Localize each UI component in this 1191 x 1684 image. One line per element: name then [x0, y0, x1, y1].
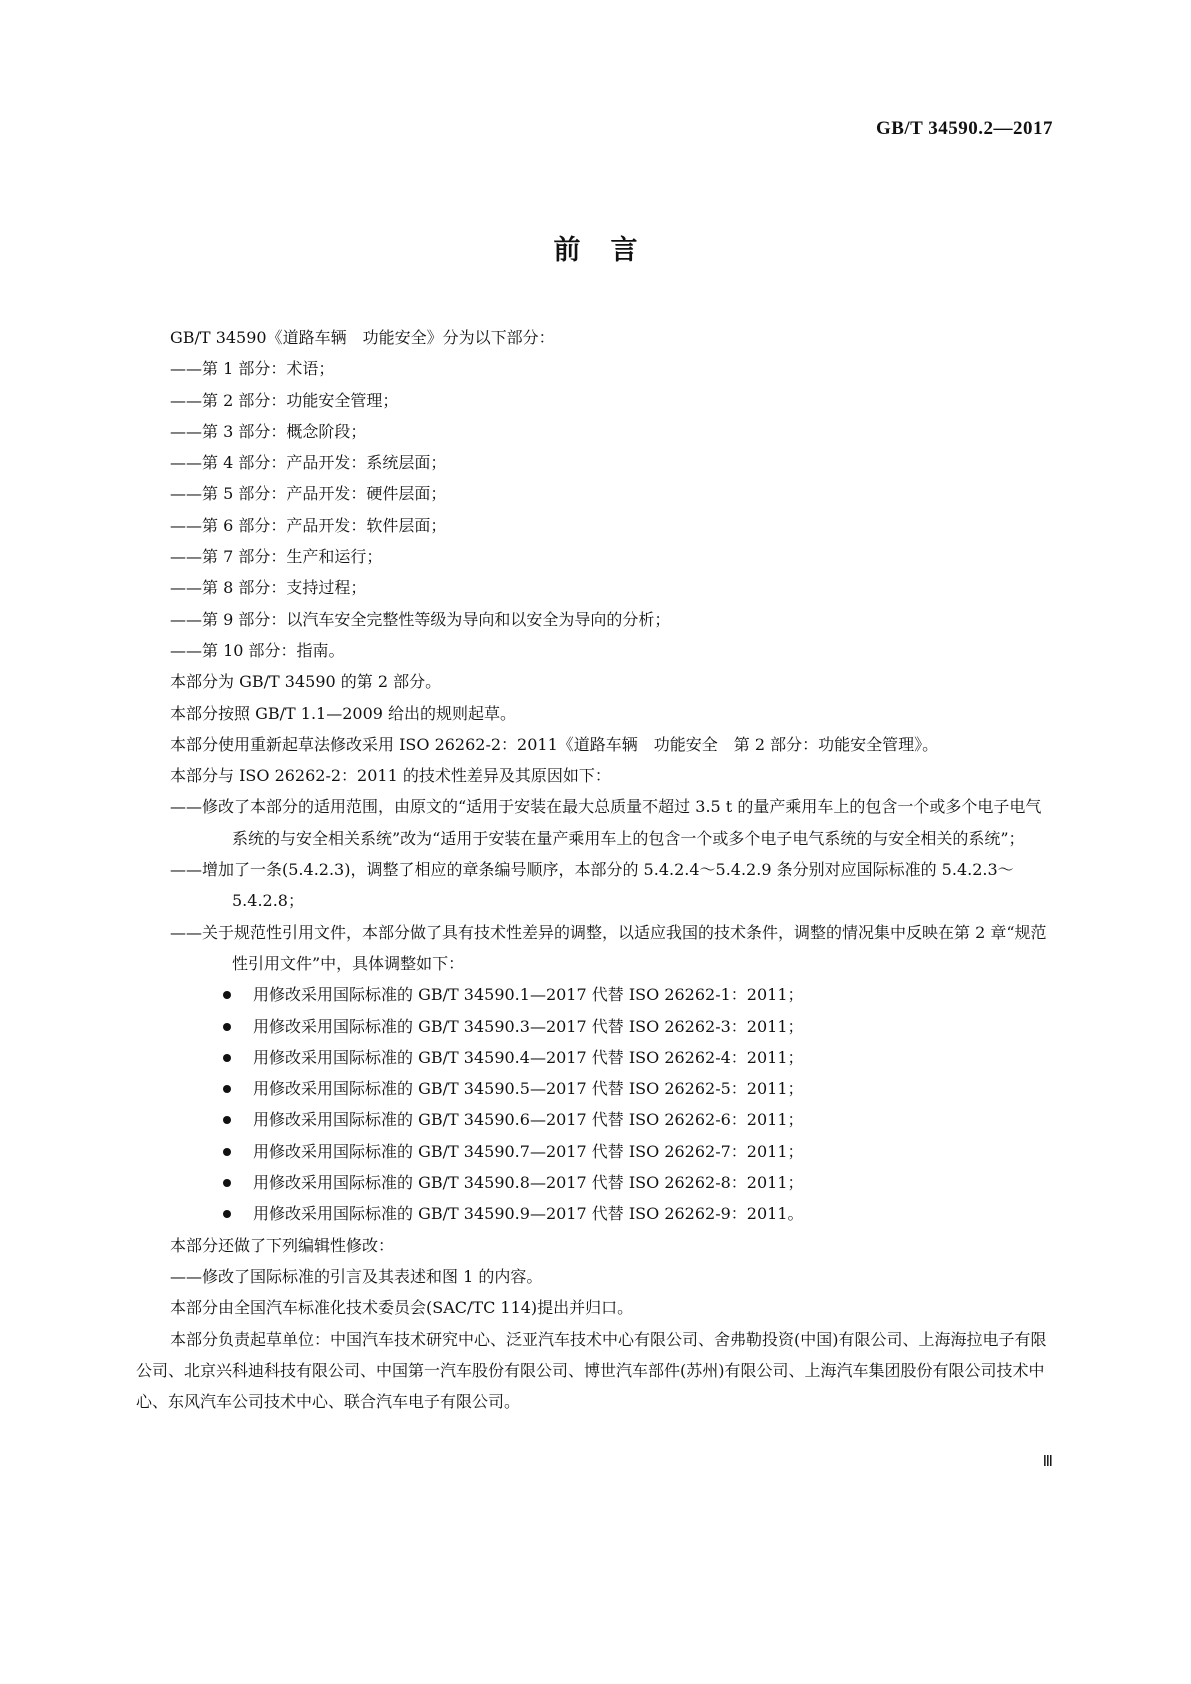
page-title: 前言 [553, 235, 668, 266]
bullet-icon [223, 1148, 231, 1156]
bullet-text: 用修改采用国际标准的 GB/T 34590.8—2017 代替 ISO 26262-8：2011； [253, 1173, 804, 1193]
differences-paragraph: 本部分与 ISO 26262-2：2011 的技术性差异及其原因如下： [170, 766, 611, 786]
parts-list-item: ——第 4 部分：产品开发：系统层面； [170, 453, 447, 473]
bullet-text: 用修改采用国际标准的 GB/T 34590.1—2017 代替 ISO 26262-1：2011； [253, 985, 804, 1005]
parts-list-item: ——第 7 部分：生产和运行； [170, 547, 383, 567]
parts-list-item: ——第 5 部分：产品开发：硬件层面； [170, 484, 447, 504]
bullet-item [136, 1167, 1056, 1198]
document-code: GB/T 34590.2—2017 [875, 118, 1053, 139]
parts-list-item: ——第 3 部分：概念阶段； [170, 421, 367, 441]
bullet-item [136, 1011, 1056, 1042]
page-number: Ⅲ [1042, 1452, 1053, 1470]
bullet-icon [223, 1085, 231, 1093]
bullet-item [136, 979, 1056, 1010]
bullet-icon [223, 1116, 231, 1124]
editorial-paragraph: 本部分还做了下列编辑性修改： [170, 1235, 395, 1255]
parts-list [136, 353, 1056, 666]
bullet-item [136, 1136, 1056, 1167]
bullet-icon [223, 1179, 231, 1187]
bullet-text: 用修改采用国际标准的 GB/T 34590.9—2017 代替 ISO 26262-9：2011。 [253, 1204, 804, 1224]
part2-paragraph: 本部分为 GB/T 34590 的第 2 部分。 [170, 672, 442, 692]
parts-list-item: ——第 6 部分：产品开发：软件层面； [170, 515, 447, 535]
differences-list [136, 791, 1056, 979]
difference-item: ——关于规范性引用文件，本部分做了具有技术性差异的调整，以适应我国的技术条件，调整的情况集中反映在第 2 章“规范性引用文件”中，具体调整如下： [170, 922, 1047, 973]
parts-list-item: ——第 8 部分：支持过程； [170, 578, 367, 598]
bullet-icon [223, 1054, 231, 1062]
parts-list-item: ——第 9 部分：以汽车安全完整性等级为导向和以安全为导向的分析； [170, 609, 671, 629]
editorial-item: ——修改了国际标准的引言及其表述和图 1 的内容。 [170, 1266, 543, 1286]
bullet-text: 用修改采用国际标准的 GB/T 34590.5—2017 代替 ISO 26262-5：2011； [253, 1079, 804, 1099]
bullet-icon [223, 1023, 231, 1031]
difference-item: ——修改了本部分的适用范围，由原文的“适用于安装在最大总质量不超过 3.5 t 的量产乘用车上的包含一个或多个电子电气系统的与安全相关系统”改为“适用于安装在量产乘用车上的包含一个或多个电子电气系统的与安全相关的系统”； [170, 797, 1042, 848]
adoption-paragraph: 本部分使用重新起草法修改采用 ISO 26262-2：2011《道路车辆 功能安全 第 2 部分：功能安全管理》。 [170, 734, 939, 754]
bullet-item [136, 1198, 1056, 1229]
drafting-units-paragraph: 本部分负责起草单位：中国汽车技术研究中心、泛亚汽车技术中心有限公司、舍弗勒投资(中国)有限公司、上海海拉电子有限公司、北京兴科迪科技有限公司、中国第一汽车股份有限公司、博世汽车部件(苏州)有限公司、上海汽车集团股份有限公司技术中心、东风汽车公司技术中心、联合汽车电子有限公司。 [136, 1329, 1047, 1412]
bullet-item [136, 1104, 1056, 1135]
bullet-text: 用修改采用国际标准的 GB/T 34590.3—2017 代替 ISO 26262-3：2011； [253, 1016, 804, 1036]
parts-list-item: ——第 1 部分：术语； [170, 359, 335, 379]
bullet-text: 用修改采用国际标准的 GB/T 34590.4—2017 代替 ISO 26262-4：2011； [253, 1047, 804, 1067]
bullet-item [136, 1073, 1056, 1104]
intro-paragraph: GB/T 34590《道路车辆 功能安全》分为以下部分： [170, 328, 555, 347]
difference-item: ——增加了一条(5.4.2.3)，调整了相应的章条编号顺序，本部分的 5.4.2.4～5.4.2.9 条分别对应国际标准的 5.4.2.3～5.4.2.8； [170, 860, 1014, 911]
bullet-text: 用修改采用国际标准的 GB/T 34590.6—2017 代替 ISO 26262-6：2011； [253, 1110, 804, 1130]
parts-list-item: ——第 2 部分：功能安全管理； [170, 390, 399, 410]
bullet-text: 用修改采用国际标准的 GB/T 34590.7—2017 代替 ISO 26262-7：2011； [253, 1141, 804, 1161]
bullet-item [136, 1042, 1056, 1073]
rules-paragraph: 本部分按照 GB/T 1.1—2009 给出的规则起草。 [170, 703, 517, 723]
bullet-icon [223, 1210, 231, 1218]
reference-replacement-list [136, 979, 1056, 1229]
proposed-by-paragraph: 本部分由全国汽车标准化技术委员会(SAC/TC 114)提出并归口。 [170, 1298, 634, 1318]
bullet-icon [223, 991, 231, 999]
foreword-body [136, 322, 1056, 1417]
parts-list-item: ——第 10 部分：指南。 [170, 640, 345, 660]
